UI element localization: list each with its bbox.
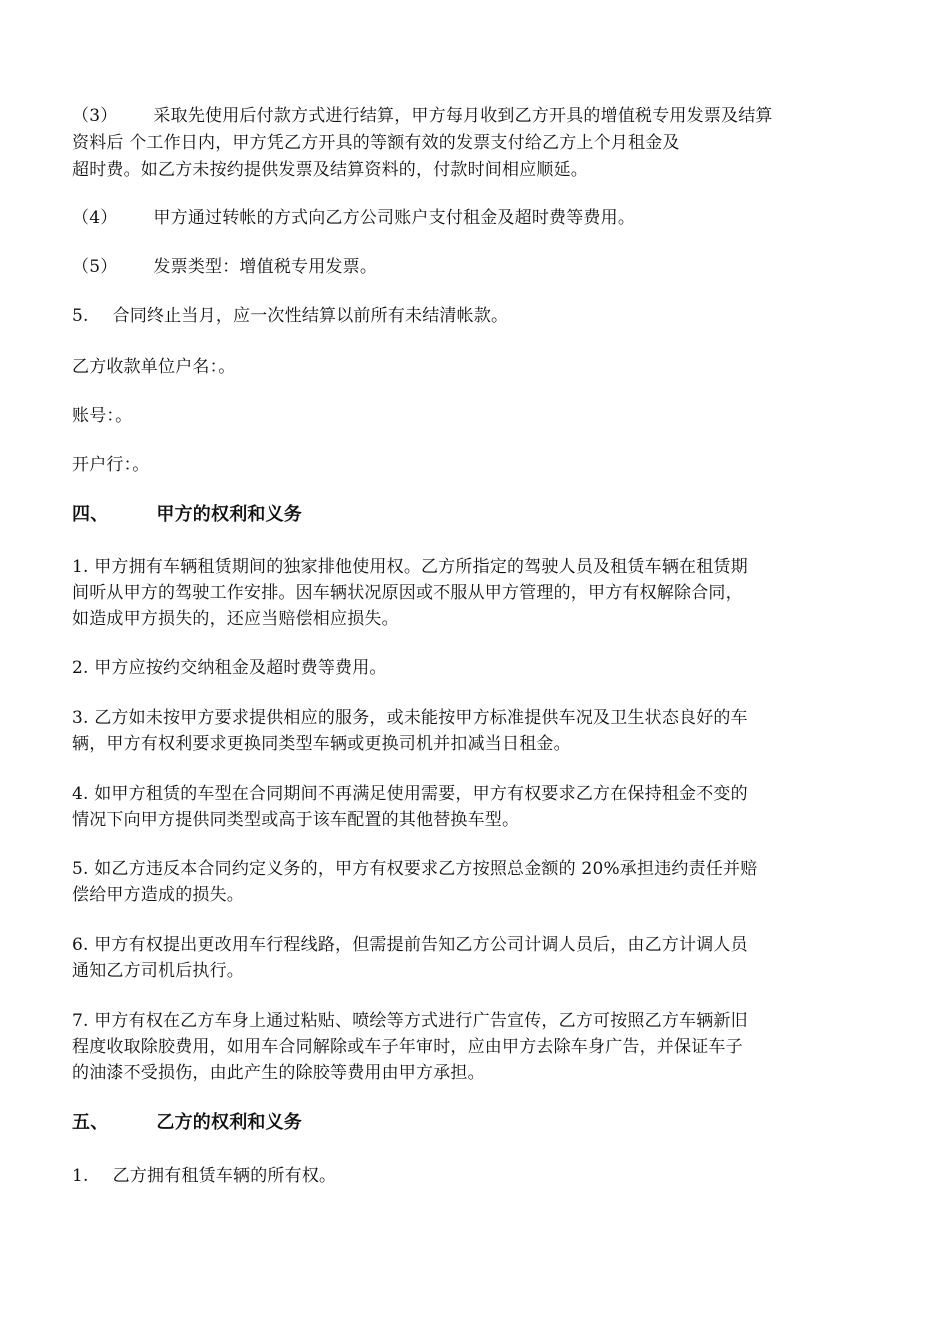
item-4 [72,205,635,231]
s5-item-1-text: 乙方拥有租赁车辆的所有权。 [112,1166,337,1186]
section-4-number: 四、 [72,504,109,525]
section-5-number: 五、 [72,1112,109,1133]
section-4-heading [72,502,302,528]
s4-para-3-line-1: 3. 乙方如未按甲方要求提供相应的服务，或未能按甲方标准提供车况及卫生状态良好的车 [72,708,748,728]
s5-item-1 [72,1163,336,1189]
payee-name: 乙方收款单位户名：。 [72,357,236,377]
section-4-title: 甲方的权利和义务 [156,504,303,525]
item-4-text: 甲方通过转帐的方式向乙方公司账户支付租金及超时费等费用。 [153,208,636,228]
s4-para-3-line-2: 辆，甲方有权利要求更换同类型车辆或更换司机并扣减当日租金。 [72,734,571,754]
s4-para-1-line-3: 如造成甲方损失的，还应当赔偿相应损失。 [72,609,399,629]
s4-para-1-line-1: 1. 甲方拥有车辆租赁期间的独家排他使用权。乙方所指定的驾驶人员及租赁车辆在租赁期 [72,557,748,577]
item-3-number: （3） [72,106,118,126]
s4-para-6-line-1: 6. 甲方有权提出更改用车行程线路，但需提前告知乙方公司计调人员后，由乙方计调人员 [72,935,748,955]
s4-para-5-line-2: 偿给甲方造成的损失。 [72,885,244,905]
s4-para-4-line-2: 情况下向甲方提供同类型或高于该车配置的其他替换车型。 [72,810,520,830]
s4-para-5-line-1: 5. 如乙方违反本合同约定义务的，甲方有权要求乙方按照总金额的 20%承担违约责任并赔 [72,859,758,879]
s4-para-7-line-2: 程度收取除胶费用，如用车合同解除或车子年审时，应由甲方去除车身广告，并保证车子 [72,1037,743,1057]
item-5-text: 发票类型：增值税专用发票。 [153,257,378,277]
item-3-line-3: 超时费。如乙方未按约提供发票及结算资料的，付款时间相应顺延。 [72,160,588,180]
section-5-title: 乙方的权利和义务 [156,1112,303,1133]
s4-para-4-line-1: 4. 如甲方租赁的车型在合同期间不再满足使用需要，甲方有权要求乙方在保持租金不变的 [72,784,748,804]
clause-5-number: 5. [72,306,89,326]
clause-5 [72,303,508,329]
item-3-text-1: 采取先使用后付款方式进行结算，甲方每月收到乙方开具的增值税专用发票及结算 [153,106,773,126]
s4-para-1-line-2: 间听从甲方的驾驶工作安排。因车辆状况原因或不服从甲方管理的，甲方有权解除合同， [72,583,743,603]
payee-bank: 开户行：。 [72,455,150,475]
s4-para-7-line-3: 的油漆不受损伤，由此产生的除胶等费用由甲方承担。 [72,1063,485,1083]
item-3-line-2: 资料后 个工作日内，甲方凭乙方开具的等额有效的发票支付给乙方上个月租金及 [72,133,680,153]
s4-para-7-line-1: 7. 甲方有权在乙方车身上通过粘贴、喷绘等方式进行广告宣传，乙方可按照乙方车辆新旧 [72,1011,748,1031]
s4-para-2-line-1: 2. 甲方应按约交纳租金及超时费等费用。 [72,658,387,678]
item-3-line-1 [72,103,773,129]
section-5-heading [72,1110,302,1136]
item-5-number: （5） [72,257,118,277]
item-5 [72,254,377,280]
s5-item-1-number: 1. [72,1166,89,1186]
clause-5-text: 合同终止当月，应一次性结算以前所有未结清帐款。 [112,306,509,326]
item-4-number: （4） [72,208,118,228]
payee-account: 账号：。 [72,406,133,426]
s4-para-6-line-2: 通知乙方司机后执行。 [72,961,244,981]
